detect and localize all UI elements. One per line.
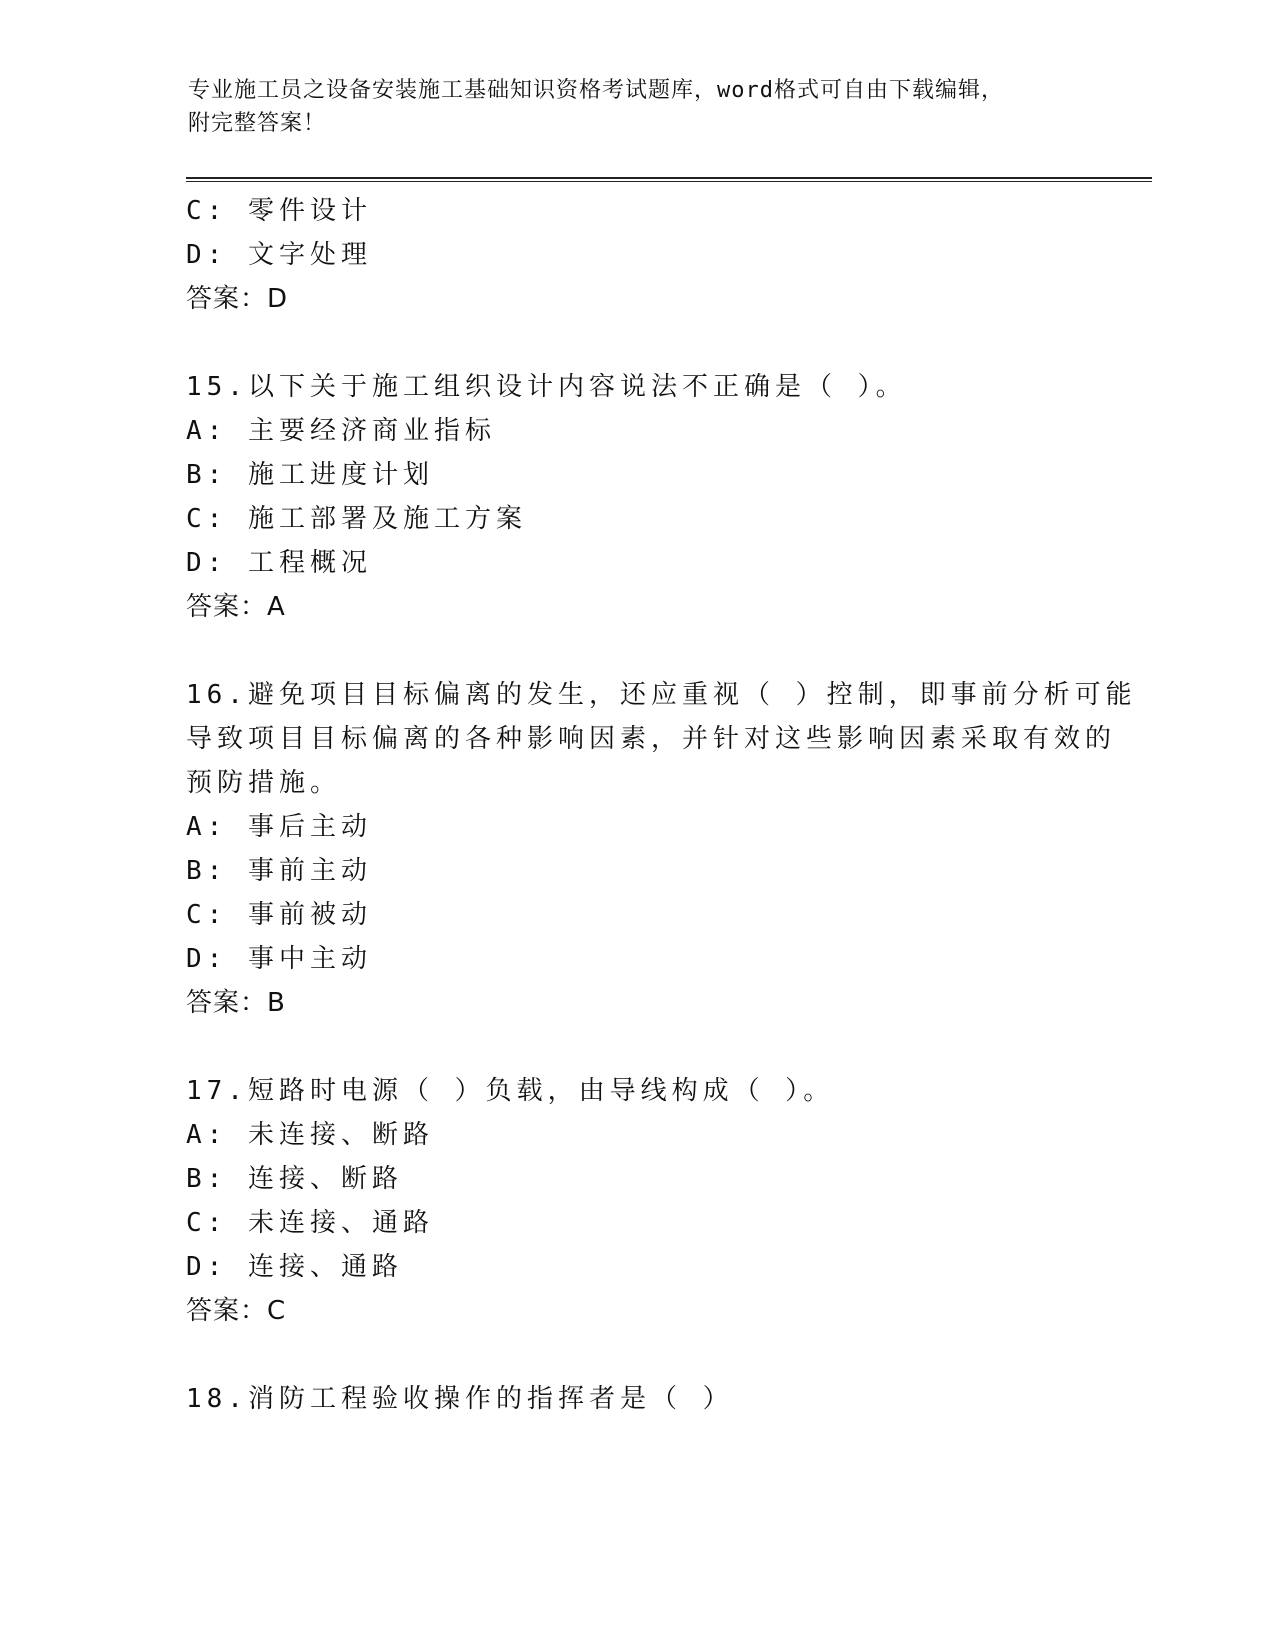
header-divider-thin (186, 181, 1152, 182)
question-16-option-b: B: 事前主动 (186, 856, 372, 886)
header-line-1: 专业施工员之设备安装施工基础知识资格考试题库，word格式可自由下载编辑， (188, 78, 1004, 103)
question-17-option-b: B: 连接、断路 (186, 1164, 403, 1194)
question-17-option-d: D: 连接、通路 (186, 1252, 403, 1282)
answer-line: 答案：D (186, 284, 289, 314)
question-18-text: 18.消防工程验收操作的指挥者是（ ） (186, 1384, 734, 1414)
question-15-option-b: B: 施工进度计划 (186, 460, 434, 490)
question-16-option-a: A: 事后主动 (186, 812, 372, 842)
header-divider-thick (186, 177, 1152, 179)
header-line-2: 附完整答案！ (188, 111, 327, 136)
question-15-answer: 答案：A (186, 592, 286, 622)
question-15-option-d: D: 工程概况 (186, 548, 372, 578)
question-15-text: 15.以下关于施工组织设计内容说法不正确是（ ）。 (186, 372, 907, 402)
question-16-answer: 答案：B (186, 988, 286, 1018)
question-16-option-d: D: 事中主动 (186, 944, 372, 974)
option-c: C: 零件设计 (186, 196, 372, 226)
question-17-option-c: C: 未连接、通路 (186, 1208, 434, 1238)
question-17-text: 17.短路时电源（ ）负载，由导线构成（ ）。 (186, 1076, 835, 1106)
document-header (188, 74, 1068, 140)
option-d: D: 文字处理 (186, 240, 372, 270)
question-15-option-a: A: 主要经济商业指标 (186, 416, 496, 446)
question-17-option-a: A: 未连接、断路 (186, 1120, 434, 1150)
question-15-option-c: C: 施工部署及施工方案 (186, 504, 527, 534)
question-16-text-line-2: 导致项目目标偏离的各种影响因素，并针对这些影响因素采取有效的 (186, 724, 1117, 754)
question-16-text-line-3: 预防措施。 (186, 768, 342, 798)
question-17-answer: 答案：C (186, 1296, 287, 1326)
question-16-text-line-1: 16.避免项目目标偏离的发生，还应重视（ ）控制，即事前分析可能 (186, 680, 1137, 710)
question-16-option-c: C: 事前被动 (186, 900, 372, 930)
